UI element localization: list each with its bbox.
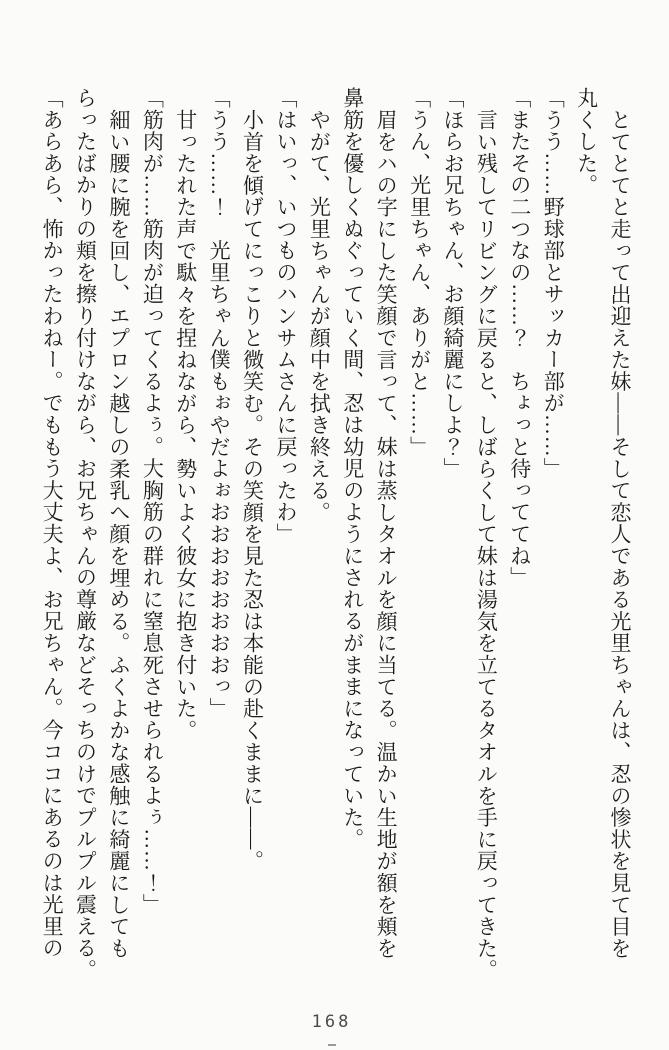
text-column: らったばかりの頬を擦り付けながら、お兄ちゃんの尊厳などそっちのけでプルプル震える。: [73, 87, 98, 981]
text-column: 「ほらお兄ちゃん、お顔綺麗にしよ？」: [440, 87, 465, 480]
text-column: 細い腰に腕を回し、エプロン越しの柔乳へ顔を埋める。ふくよかな感触に綺麗にしても: [106, 108, 131, 959]
text-column: 「うう……野球部とサッカー部が……」: [541, 87, 566, 480]
page-number: 168: [311, 1012, 352, 1032]
text-column: 丸くした。: [574, 87, 599, 196]
text-column: 小首を傾げてにっこりと微笑む。その笑顔を見た忍は本能の赴くままに――。: [240, 108, 265, 872]
page-text: [35, 87, 636, 982]
text-column: 鼻筋を優しくぬぐっていく間、忍は幼児のようにされるがままになっていた。: [340, 87, 365, 850]
text-column: とてとてと走って出迎えた妹――そして恋人である光里ちゃんは、忍の惨状を見て目を: [608, 108, 632, 959]
text-column: 「またその二つなの……？ ちょっと待っててね」: [507, 87, 532, 589]
text-column: 「あらあら、怖かったわねー。でももう大丈夫よ、お兄ちゃん。今ココにあるのは光里の: [40, 87, 65, 959]
text-column: 眉をハの字にした笑顔で言って、妹は蒸しタオルを顔に当てる。温かい生地が額を頬を: [374, 108, 399, 959]
text-column: やがて、光里ちゃんが顔中を拭き終える。: [307, 108, 332, 523]
text-column: 甘ったれた声で駄々を捏ねながら、勢いよく彼女に抱き付いた。: [173, 108, 198, 741]
text-column: 「うん、光里ちゃん、ありがと……」: [407, 87, 432, 458]
text-column: 「はいっ、いつものハンサムさんに戻ったわ」: [273, 87, 298, 545]
text-column: 「筋肉が……筋肉が迫ってくるよぅ。大胸筋の群れに窒息死させられるよぅ……！」: [140, 87, 165, 916]
text-column: 言い残してリビングに戻ると、しばらくして妹は湯気を立てるタオルを手に戻ってきた。: [474, 108, 499, 981]
text-column: 「うう……！ 光里ちゃん僕もぉやだよぉおおおおおおおおっ」: [207, 87, 232, 720]
page-number-tick: [328, 1044, 336, 1046]
